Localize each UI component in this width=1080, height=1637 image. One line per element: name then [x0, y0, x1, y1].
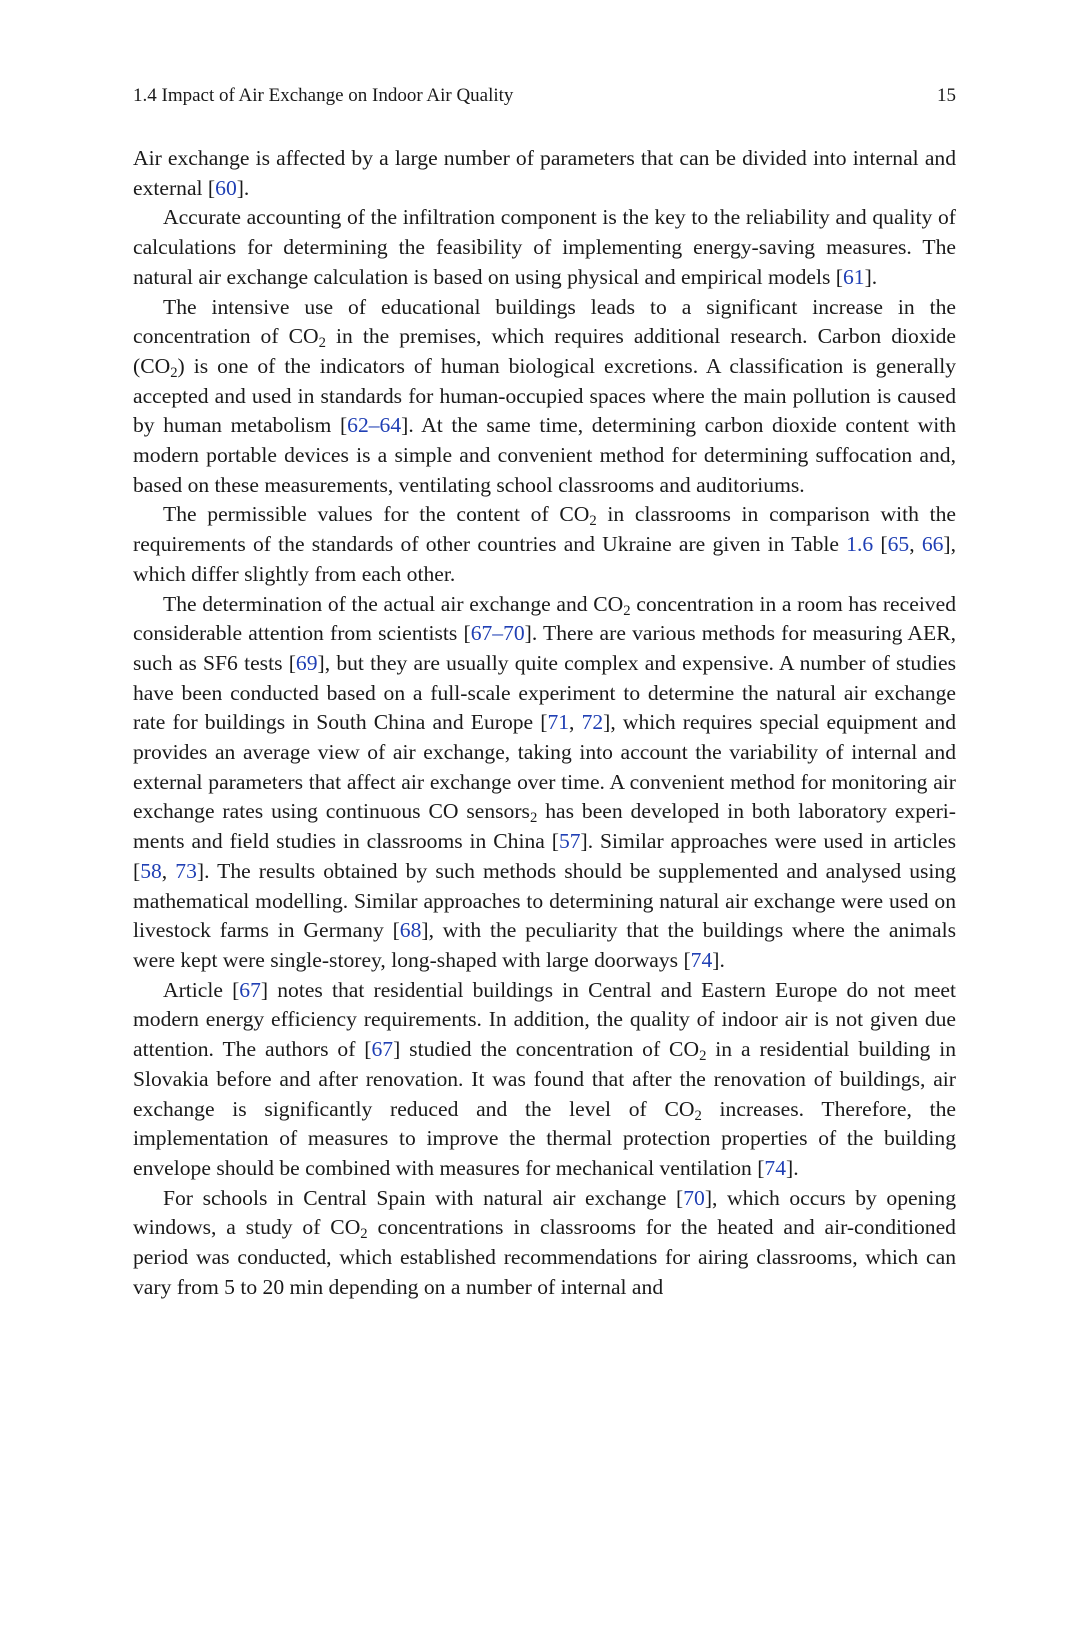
- paragraph: [133, 500, 956, 589]
- text-run: ,: [161, 858, 176, 883]
- citation-link[interactable]: 67–70: [470, 621, 525, 646]
- citation-link[interactable]: 74: [690, 947, 713, 972]
- text-run: ].: [786, 1155, 799, 1180]
- citation-link[interactable]: 73: [175, 858, 197, 883]
- text-run: ) is one of the indicators of human biological excretions. A classification is generally accepted and used in standards for human-occupied spaces where the main pollution is caused by human metabolism [: [133, 353, 956, 438]
- subscript: 2: [170, 365, 178, 382]
- text-run: ,: [909, 532, 922, 557]
- subscript: 2: [694, 1107, 702, 1124]
- text-run: ,: [569, 710, 582, 735]
- citation-link[interactable]: 1.6: [846, 532, 874, 557]
- subscript: 2: [529, 810, 538, 827]
- citation-link[interactable]: 71: [547, 710, 570, 735]
- citation-link[interactable]: 69: [295, 650, 318, 675]
- text-run: Air exchange is affected by a large number of parameters that can be divided into internal and external [: [133, 146, 956, 200]
- subscript: 2: [623, 602, 631, 619]
- text-run: The permissible values for the content of CO: [163, 502, 590, 527]
- text-run: concentrations in classrooms for the heated and air-conditioned period was conducted, which established recommendations for airing classrooms, which can vary from 5 to 20 min depending on a number of internal and: [133, 1215, 956, 1299]
- text-run: ]. The results obtained by such methods should be supplemented and analysed using mathematical modelling. Similar approaches to determining natural air exchange were used on livestock farms in Germany [: [133, 858, 957, 943]
- text-run: in the premises, which requires additional research. Carbon dioxide (CO: [133, 324, 956, 378]
- text-run: The determination of the actual air exchange and CO: [163, 591, 624, 616]
- text-run: ].: [864, 264, 878, 289]
- text-run: ]. There are various methods for measuring AER, such as SF6 tests [: [133, 621, 957, 675]
- text-run: Accurate accounting of the infiltration component is the key to the reliability and quality of calculations for determining the feasibility of implementing energy-saving measures. The natural air exchange calculation is based on using physical and empirical models [: [133, 205, 956, 289]
- text-run: ]. Similar approaches were used in articles [: [133, 829, 956, 883]
- citation-link[interactable]: 66: [921, 532, 944, 557]
- subscript: 2: [360, 1226, 368, 1243]
- running-head-section-title: 1.4 Impact of Air Exchange on Indoor Air Quality: [133, 85, 514, 106]
- text-run: ], which differ slightly from each other.: [133, 532, 957, 586]
- text-run: ], which requires special equipment and provides an average view of air exchange, taking into account the variability of internal and external parameters that affect air exchange over time. A convenient method for monitoring air exchange rates using continuous CO sensors: [133, 710, 956, 824]
- citation-link[interactable]: 67: [371, 1037, 394, 1062]
- citation-link[interactable]: 57: [558, 829, 581, 854]
- citation-link[interactable]: 67: [239, 977, 261, 1002]
- paragraph: [133, 976, 956, 1184]
- citation-link[interactable]: 61: [842, 264, 865, 289]
- paragraph: [133, 203, 956, 292]
- text-run: The intensive use of educational buildings leads to a significant increase in the concentration of CO: [133, 294, 956, 349]
- citation-link[interactable]: 72: [581, 710, 604, 735]
- subscript: 2: [318, 335, 326, 352]
- citation-link[interactable]: 68: [399, 918, 422, 943]
- text-run: has been developed in both laboratory experiments and field studies in classrooms in China [: [133, 799, 956, 854]
- paragraph: [133, 144, 956, 203]
- citation-link[interactable]: 62–64: [347, 413, 402, 438]
- citation-link[interactable]: 60: [215, 175, 237, 200]
- paragraph: [133, 590, 956, 976]
- text-run: increases. Therefore, the implementation of measures to improve the thermal protection properties of the building envelope should be combined with measures for mechanical ventilation [: [133, 1096, 956, 1180]
- citation-link[interactable]: 70: [683, 1185, 705, 1210]
- body-text: [133, 144, 956, 1302]
- text-run: ].: [236, 175, 250, 200]
- text-run: ] notes that residential buildings in Central and Eastern Europe do not meet modern energy efficiency requirements. In addition, the quality of indoor air is not given due attention. The authors of [: [133, 977, 956, 1062]
- citation-link[interactable]: 58: [140, 858, 162, 883]
- text-run: ], with the peculiarity that the buildings where the animals were kept were single-storey, long-shaped with large doorways [: [133, 918, 956, 972]
- text-run: concentration in a room has received considerable attention from scientists [: [133, 591, 956, 646]
- text-run: ] studied the concentration of CO: [393, 1037, 700, 1062]
- text-run: For schools in Central Spain with natural air exchange [: [163, 1185, 684, 1210]
- text-run: ]. At the same time, determining carbon dioxide content with modern portable devices is a simple and convenient method for determining suffocation and, based on these measurements, ventilating school classrooms and auditoriums.: [133, 413, 956, 497]
- text-run: in classrooms in comparison with the requirements of the standards of other countries and Ukraine are given in Table: [133, 502, 956, 557]
- text-run: ], but they are usually quite complex and expensive. A number of studies have been conducted based on a full-scale experiment to determine the natural air exchange rate for buildings in South China and Europe [: [133, 650, 956, 735]
- paragraph: [133, 1184, 956, 1303]
- paragraph: [133, 293, 956, 501]
- text-run: Article [: [163, 977, 240, 1002]
- citation-link[interactable]: 65: [887, 532, 910, 557]
- subscript: 2: [589, 513, 597, 530]
- text-run: ], which occurs by opening windows, a study of CO: [133, 1185, 956, 1240]
- text-run: in a residential building in Slovakia before and after renovation. It was found that after the renovation of buildings, air exchange is significantly reduced and the level of CO: [133, 1037, 957, 1121]
- subscript: 2: [699, 1048, 707, 1065]
- text-run: [: [873, 532, 888, 557]
- citation-link[interactable]: 74: [764, 1155, 787, 1180]
- page-number: 15: [937, 85, 956, 106]
- text-run: ].: [712, 947, 725, 972]
